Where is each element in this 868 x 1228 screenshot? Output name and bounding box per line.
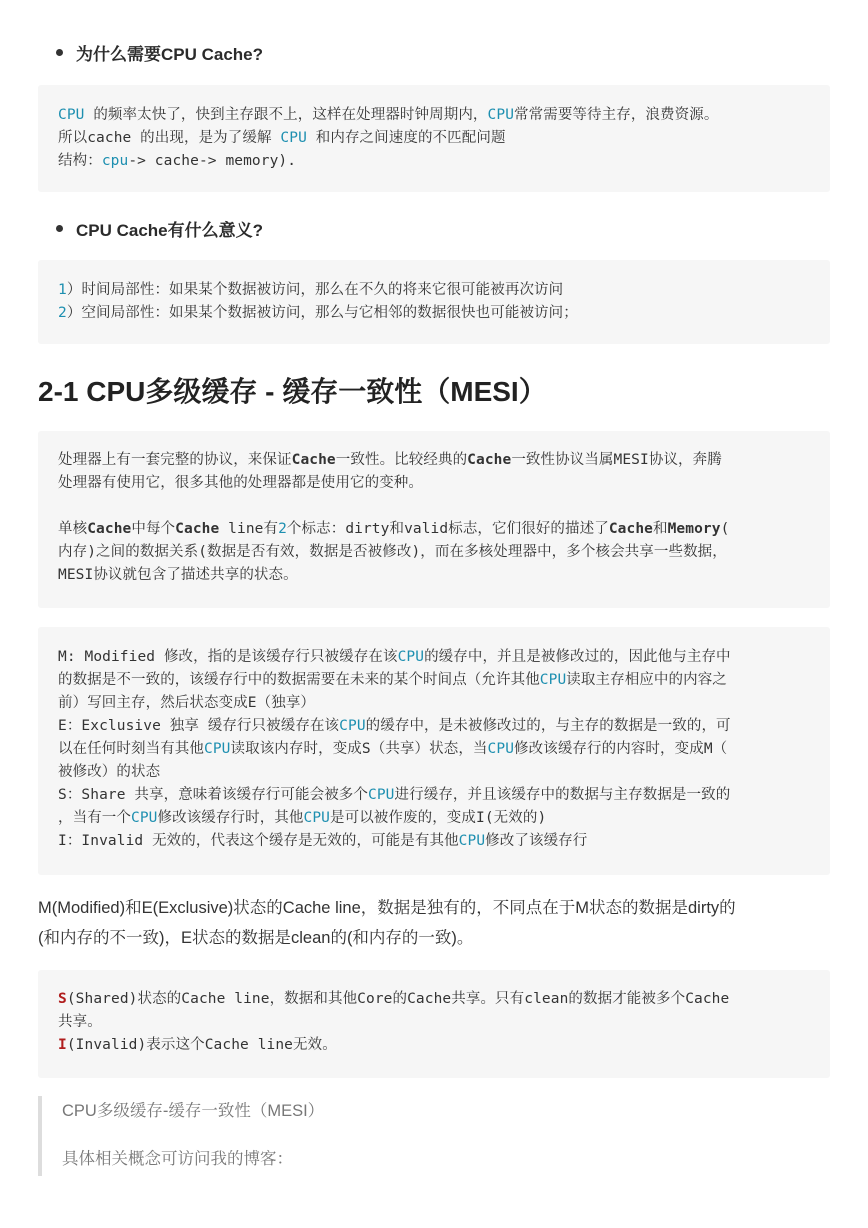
quote-line: 具体相关概念可访问我的博客：	[62, 1150, 293, 1168]
code-line: 以在任何时刻当有其他CPU读取该内存时，变成S（共享）状态，当CPU修改该缓存行的内容时，变成M（	[58, 741, 728, 757]
code-block-mesi-intro	[38, 431, 830, 608]
paragraph-line: M(Modified)和E(Exclusive)状态的Cache line，数据是独有的，不同点在于M状态的数据是dirty的	[38, 899, 736, 917]
code-line: ，当有一个CPU修改该缓存行时，其他CPU是可以被作废的，变成I(无效的)	[58, 810, 547, 826]
section-heading: 2-1 CPU多级缓存 - 缓存一致性（MESI）	[38, 376, 547, 407]
code-line: M: Modified 修改，指的是该缓存行只被缓存在该CPU的缓存中，并且是被修改过的，因此他与主存中	[58, 649, 731, 665]
bullet-text: CPU Cache有什么意义?	[76, 221, 264, 240]
code-line: 的数据是不一致的，该缓存行中的数据需要在未来的某个时间点（允许其他CPU读取主存相应中的内容之	[58, 672, 727, 688]
blockquote	[38, 1096, 830, 1176]
code-block-mesi-states	[38, 627, 830, 875]
bullet-cache-meaning	[56, 216, 263, 241]
bullet-dot-icon	[56, 49, 63, 56]
code-line: 共享。	[58, 1014, 102, 1030]
code-line: 内存)之间的数据关系(数据是否有效，数据是否被修改)，而在多核处理器中，多个核会共享一些数据，	[58, 544, 727, 560]
quote-line: CPU多级缓存-缓存一致性（MESI）	[62, 1102, 325, 1120]
code-line: S(Shared)状态的Cache line，数据和其他Core的Cache共享。只有clean的数据才能被多个Cache	[58, 991, 730, 1007]
code-line: CPU 的频率太快了，快到主存跟不上，这样在处理器时钟周期内，CPU常常需要等待主存，浪费资源。	[58, 107, 719, 123]
code-line: 单核Cache中每个Cache line有2个标志：dirty和valid标志，它们很好的描述了Cache和Memory(	[58, 521, 730, 537]
bullet-dot-icon	[56, 225, 63, 232]
code-line: 被修改）的状态	[58, 764, 161, 780]
code-line: I：Invalid 无效的，代表这个缓存是无效的，可能是有其他CPU修改了该缓存行	[58, 833, 588, 849]
code-block-shared-invalid	[38, 970, 830, 1078]
code-line: 2）空间局部性：如果某个数据被访问，那么与它相邻的数据很快也可能被访问；	[58, 305, 578, 321]
code-line: 结构：cpu-> cache-> memory).	[58, 153, 297, 169]
paragraph-modified-exclusive	[38, 893, 838, 953]
code-line: S：Share 共享，意味着该缓存行可能会被多个CPU进行缓存，并且该缓存中的数据与主存数据是一致的	[58, 787, 731, 803]
paragraph-line: (和内存的不一致)，E状态的数据是clean的(和内存的一致)。	[38, 929, 474, 947]
code-line: MESI协议就包含了描述共享的状态。	[58, 567, 298, 583]
code-line: 处理器上有一套完整的协议，来保证Cache一致性。比较经典的Cache一致性协议当属MESI协议，奔腾	[58, 452, 722, 468]
code-line: 处理器有使用它，很多其他的处理器都是使用它的变种。	[58, 475, 423, 491]
code-line: 前）写回主存，然后状态变成E（独享）	[58, 695, 316, 711]
code-line: 所以cache 的出现，是为了缓解 CPU 和内存之间速度的不匹配问题	[58, 130, 506, 146]
code-line: 1）时间局部性：如果某个数据被访问，那么在不久的将来它很可能被再次访问	[58, 282, 564, 298]
code-line: E：Exclusive 独享 缓存行只被缓存在该CPU的缓存中，是未被修改过的，与主存的数据是一致的，可	[58, 718, 731, 734]
code-line-blank	[58, 495, 810, 518]
code-block-locality	[38, 260, 830, 344]
bullet-text: 为什么需要CPU Cache?	[76, 45, 264, 64]
code-line: I(Invalid)表示这个Cache line无效。	[58, 1037, 337, 1053]
bullet-why-cpu-cache	[56, 40, 263, 65]
code-block-cache-reason	[38, 85, 830, 192]
